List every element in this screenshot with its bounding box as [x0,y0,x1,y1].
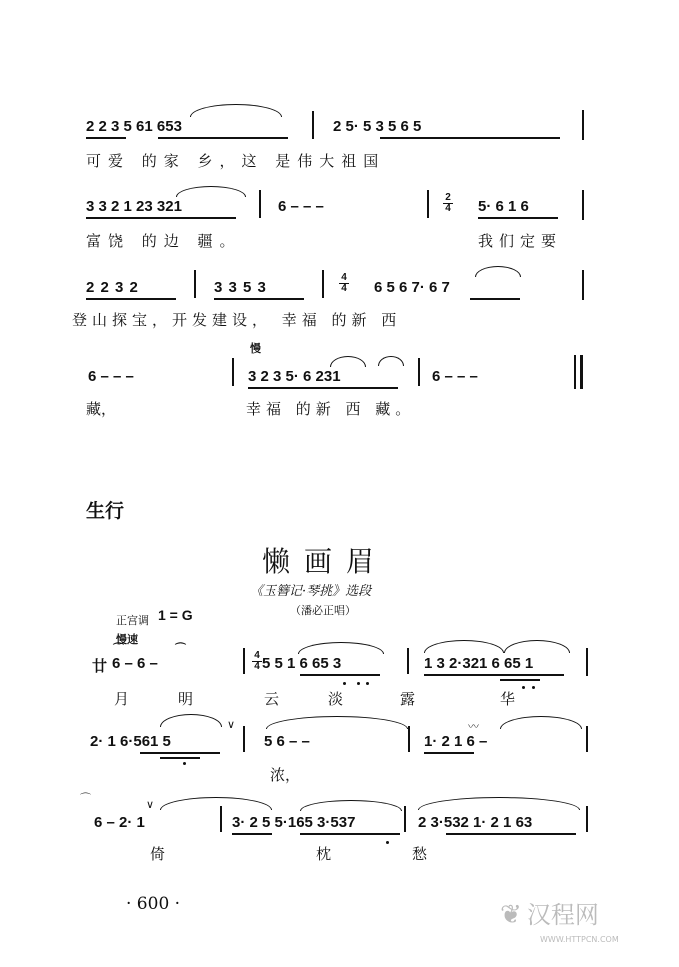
score-bar: 6 – – – [278,198,324,215]
lyric: 露 [400,690,416,708]
score-bar: 2 5· 5 3 5 6 5 [333,118,422,135]
low-octave-dot [343,682,346,685]
time-top: 2 [445,192,451,203]
score-bar: 5 6 – – [264,733,310,750]
time-bottom: 4 [443,203,453,214]
slur [300,800,402,811]
page-number: · 600 · [126,894,181,914]
barline [586,806,588,832]
score-bar: 6 – – – [432,368,478,385]
beam [158,137,288,139]
lyric: 淡 [328,690,344,708]
lyrics-line: 藏， [86,400,117,418]
barline [418,358,420,386]
beam [248,387,398,389]
barline [312,111,314,139]
score-bar: 3 2 3 5· 6 231 [248,368,341,385]
lyric: 愁 [412,845,428,863]
score-bar: 6 – – – [88,368,134,385]
score-bar: 2 2 3 5 61 653 [86,118,182,135]
time-signature [252,651,262,672]
final-barline [580,355,583,389]
lead-mark: 廿 [92,658,108,675]
beam [300,674,380,676]
score-bar: 2 2 3 2 [86,279,139,296]
score-bar: 3· 2 5 5·165 3·537 [232,814,356,831]
lyrics-line: 可爱 的家 乡，这 是伟大祖国 [86,152,386,170]
lyric: 倚 [150,845,166,863]
score-bar: 1· 2 1 6 – [424,733,488,750]
score-bar: 3 3 2 1 23 321 [86,198,182,215]
breath-mark: ∨ [227,718,236,731]
slur [504,640,570,653]
barline [586,726,588,752]
score-bar: 6 – 6 – [112,655,158,672]
lyrics-line: 幸福 的新 西 藏。 [246,400,416,418]
barline [586,648,588,676]
breath-mark: ∨ [146,798,155,811]
score-bar: 3 3 5 3 [214,279,267,296]
slur [190,104,282,117]
low-octave-dot [522,686,525,689]
beam [500,679,540,681]
key-mode: 正宫调 [116,614,149,627]
tempo-mark: 慢速 [116,633,138,646]
slur [160,797,272,810]
time-bottom: 4 [252,661,262,672]
barline [220,806,222,832]
low-octave-dot [386,841,389,844]
score-bar: 6 5 6 7· 6 7 [374,279,450,296]
time-top: 4 [254,650,260,661]
barline [243,726,245,752]
low-octave-dot [532,686,535,689]
beam [424,674,564,676]
barline [232,358,234,386]
low-octave-dot [183,762,186,765]
time-bottom: 4 [339,283,349,294]
beam [86,298,176,300]
barline [243,648,245,674]
barline [427,190,429,218]
barline [582,190,584,220]
beam [446,833,576,835]
final-barline [574,355,576,389]
slur [475,266,521,277]
lyric: 明 [178,690,194,708]
barline [194,270,196,298]
beam [214,298,304,300]
breath-mark: ⌒ [80,792,91,805]
song-title: 懒画眉 [262,545,389,578]
barline [407,648,409,674]
barline [408,726,410,752]
score-bar: 2 3·532 1· 2 1 63 [418,814,533,831]
slur [266,716,408,729]
barline [322,270,324,298]
score-bar: 2· 1 6·561 5 [90,733,171,750]
watermark-url: WWW.HTTPCN.COM [540,935,619,944]
beam [470,298,520,300]
slur [500,716,582,729]
beam [160,757,200,759]
fermata: ⌒ [175,643,186,655]
lyric: 枕 [316,845,332,863]
tempo-mark: 慢 [250,342,261,355]
score-bar: 1 3 2·321 6 65 1 [424,655,534,672]
beam [86,217,236,219]
watermark [500,895,599,930]
barline [582,270,584,300]
lyrics-line: 我们定要 [478,232,563,250]
time-top: 4 [341,272,347,283]
slur [424,640,504,653]
barline [259,190,261,218]
section-heading: 生行 [86,500,125,522]
beam [380,137,560,139]
beam [478,217,558,219]
slur [330,356,366,367]
slur [418,797,580,810]
beam [232,833,272,835]
lyric: 华 [500,690,516,708]
time-signature [339,273,349,294]
score-bar: 6 – 2· 1 [94,814,145,831]
beam [424,752,474,754]
trill-mark: 〰 [468,720,479,733]
score-bar: 5 5 1 6 65 3 [262,655,342,672]
slur [378,356,404,366]
beam [300,833,400,835]
low-octave-dot [366,682,369,685]
lyric: 浓， [270,766,301,784]
slur [160,714,222,727]
time-signature [443,193,453,214]
watermark-logo-icon: ❦ [500,900,522,930]
song-subtitle: 《玉簪记·琴挑》选段 [250,584,372,599]
fermata: ⌒ [113,643,124,655]
slur [176,186,246,197]
performer-note: （潘必正唱） [290,604,356,617]
key-signature: 1 = G [158,607,193,623]
watermark-text: 汉程网 [526,901,599,929]
score-bar: 5· 6 1 6 [478,198,529,215]
barline [582,110,584,140]
barline [404,806,406,832]
lyrics-line: 登山探宝，开发建设， 幸福 的新 西 [72,311,402,329]
beam [140,752,220,754]
lyric: 云 [264,690,280,708]
low-octave-dot [357,682,360,685]
beam [86,137,126,139]
slur [298,642,384,654]
lyrics-line: 富饶 的边 疆。 [86,232,242,250]
lyric: 月 [114,690,130,708]
